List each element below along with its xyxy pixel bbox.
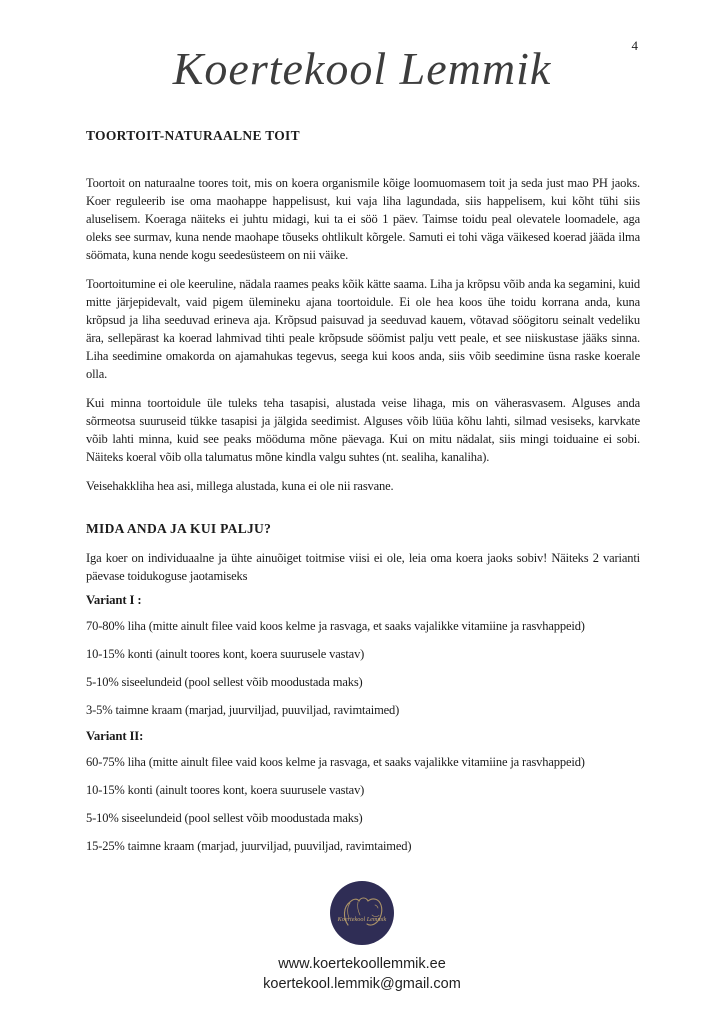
list-item: 15-25% taimne kraam (marjad, juurviljad, puuviljad, ravimtaimed) [86,839,412,853]
footer-website: www.koertekoollemmik.ee [278,956,446,972]
list-item: 60-75% liha (mitte ainult filee vaid koos kelme ja rasvaga, et saaks vajalikke vitamiine ja rasvhappeid) [86,755,585,769]
paragraph: Toortoitumine ei ole keeruline, nädala raames peaks kõik kätte saama. Liha ja krõpsu võib anda ka segamini, kuid mitte järjepidevalt, vaid pigem ülemineku ajana toortoidule. Ei ole hea koos ühe toidu korrana anda, kuna krõpsud ja liha seeduvad erineva aja. Krõpsud paisuvad ja seeduvad kauem, võtavad söögitoru seinalt vedeliku ära, sellepärast ka koerad lahmivad tihti peale krõpsude söömist palju vett peale, et see niiskustase jääks sinna. Liha seedimine omakorda on ajamahukas tegevus, seega kui koos anda, siis võib seedimine üsna raske koerale olla. [86,277,640,381]
list-item: 10-15% konti (ainult toores kont, koera suurusele vastav) [86,783,365,797]
brand-header [0,42,724,95]
paragraph: Toortoit on naturaalne toores toit, mis on koera organismile kõige loomuomasem toit ja seda just mao PH jaoks. Koer reguleerib ise oma maohappe happelisust, kui vaja liha lagundada, siis happelisem, kui kõht tühi siis aluselisem. Koeraga näiteks ei juhtu midagi, kui ta ei söö 1 päev. Taimse toidu peal olevatele loomadele, aga oleks see surmav, kuna nende maohape tõuseks ohtlikult kõrgele. Samuti ei tohi väga väikesed koerad jääda ilma söömata, kuna nende kogu seedesüsteem on nii väike. [86,176,640,262]
badge-circle [330,881,394,945]
doc-title: TOORTOIT-NATURAALNE TOIT [86,128,300,143]
document-body [86,128,640,865]
section-title-mida-anda: MIDA ANDA JA KUI PALJU? [86,521,272,536]
paragraph: Kui minna toortoidule üle tuleks teha tasapisi, alustada veise lihaga, mis on väherasvasem. Alguses anda sõrmeotsa suuruseid tükke tasapisi ja jälgida seedimist. Alguses võib lüüa kõhu lahti, silmad vesiseks, karvkate võib lahti minna, kuid see peaks mööduma mõne päevaga. Kui on mitu nädalat, siis mingi toiduaine ei sobi. Näiteks koeral võib olla talumatus mõne kindla valgu suhtes (nt. sealiha, kanaliha). [86,396,640,464]
section-intro: Iga koer on individuaalne ja ühte ainuõiget toitmise viisi ei ole, leia oma koera jaoks sobiv! Näiteks 2 varianti päevase toidukoguse jaotamiseks [86,551,640,583]
list-item: 3-5% taimne kraam (marjad, juurviljad, puuviljad, ravimtaimed) [86,703,400,717]
dog-school-badge-icon [329,880,395,946]
brand-script-logo: Koertekool Lemmik [172,43,552,94]
footer [0,880,724,994]
page-number: 4 [631,38,638,53]
footer-email: koertekool.lemmik@gmail.com [263,976,461,992]
list-item: 10-15% konti (ainult toores kont, koera suurusele vastav) [86,647,365,661]
paragraph: Veisehakkliha hea asi, millega alustada, kuna ei ole nii rasvane. [86,479,394,493]
badge-script-text: Koertekool Lemmik [337,916,387,923]
list-item: 70-80% liha (mitte ainult filee vaid koos kelme ja rasvaga, et saaks vajalikke vitamiine ja rasvhappeid) [86,619,585,633]
variant2-label: Variant II: [86,729,144,743]
list-item: 5-10% siseelundeid (pool sellest võib moodustada maks) [86,675,363,689]
list-item: 5-10% siseelundeid (pool sellest võib moodustada maks) [86,811,363,825]
variant1-label: Variant I : [86,593,142,607]
